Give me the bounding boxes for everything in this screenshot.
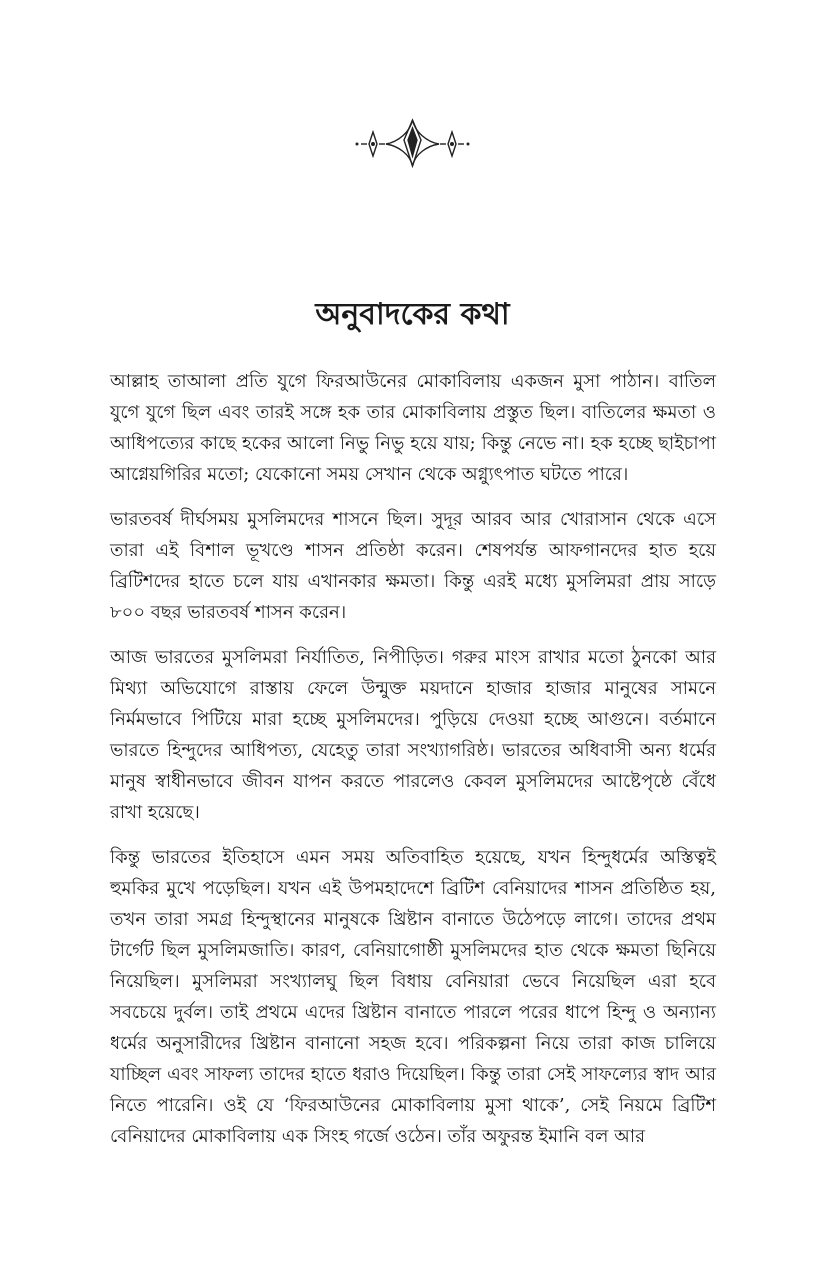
paragraph: আল্লাহ তাআলা প্রতি যুগে ফিরআউনের মোকাবিলায় একজন মুসা পাঠান। বাতিল যুগে যুগে ছিল এবং তারই সঙ্গে হক তার মোকাবিলায় প্রস্তুত ছিল। বাতিলের ক্ষমতা ও আধিপত্যের কাছে হকের আলো নিভু নিভু হয়ে যায়; কিন্তু নেভে না। হক হচ্ছে ছাইচাপা আগ্নেয়গিরির মতো; যেকোনো সময় সেখান থেকে অগ্ন্যুৎপাত ঘটতে পারে। (110, 371, 716, 485)
paragraph: ভারতবর্ষ দীর্ঘসময় মুসলিমদের শাসনে ছিল। সুদূর আরব আর খোরাসান থেকে এসে তারা এই বিশাল ভূখণ্ডে শাসন প্রতিষ্ঠা করেন। শেষপর্যন্ত আফগানদের হাত হয়ে ব্রিটিশদের হাতে চলে যায় এখানকার ক্ষমতা। কিন্তু এরই মধ্যে মুসলিমরা প্রায় সাড়ে ৮০০ বছর ভারতবর্ষ শাসন করেন। (110, 509, 716, 623)
paragraph: কিন্তু ভারতের ইতিহাসে এমন সময় অতিবাহিত হয়েছে, যখন হিন্দুধর্মের অস্তিত্বই হুমকির মুখে পড়েছিল। যখন এই উপমহাদেশে ব্রিটিশ বেনিয়াদের শাসন প্রতিষ্ঠিত হয়, তখন তারা সমগ্র হিন্দুস্থানের মানুষকে খ্রিষ্টান বানাতে উঠেপড়ে লাগে। তাদের প্রথম টার্গেট ছিল মুসলিমজাতি। কারণ, বেনিয়াগোষ্ঠী মুসলিমদের হাত থেকে ক্ষমতা ছিনিয়ে নিয়েছিল। মুসলিমরা সংখ্যালঘু ছিল বিধায় বেনিয়ারা ভেবে নিয়েছিল এরা হবে সবচেয়ে দুর্বল। তাই প্রথমে এদের খ্রিষ্টান বানাতে পারলে পরের ধাপে হিন্দু ও অন্যান্য ধর্মের অনুসারীদের খ্রিষ্টান বানানো সহজ হবে। পরিকল্পনা নিয়ে তারা কাজ চালিয়ে যাচ্ছিল এবং সাফল্য তাদের হাতে ধরাও দিয়েছিল। কিন্তু তারা সেই সাফল্যের স্বাদ আর নিতে পারেনি। ওই যে ‘ফিরআউনের মোকাবিলায় মুসা থাকে’, সেই নিয়মে ব্রিটিশ বেনিয়াদের মোকাবিলায় এক সিংহ গর্জে ওঠেন। তাঁর অফুরন্ত ইমানি বল আর (110, 847, 716, 1147)
paragraph: আজ ভারতের মুসলিমরা নির্যাতিত, নিপীড়িত। গরুর মাংস রাখার মতো ঠুনকো আর মিথ্যা অভিযোগে রাস্তায় ফেলে উন্মুক্ত ময়দানে হাজার হাজার মানুষের সামনে নির্মমভাবে পিটিয়ে মারা হচ্ছে মুসলিমদের। পুড়িয়ে দেওয়া হচ্ছে আগুনে। বর্তমানে ভারতে হিন্দুদের আধিপত্য, যেহেতু তারা সংখ্যাগরিষ্ঠ। ভারতের অধিবাসী অন্য ধর্মের মানুষ স্বাধীনভাবে জীবন যাপন করতে পারলেও কেবল মুসলিমদের আষ্টেপৃষ্ঠে বেঁধে রাখা হয়েছে। (110, 647, 716, 823)
diamond-star-ornament-icon (355, 118, 470, 170)
body-text (110, 366, 716, 1166)
page-title: অনুবাদকের কথা (315, 297, 510, 332)
